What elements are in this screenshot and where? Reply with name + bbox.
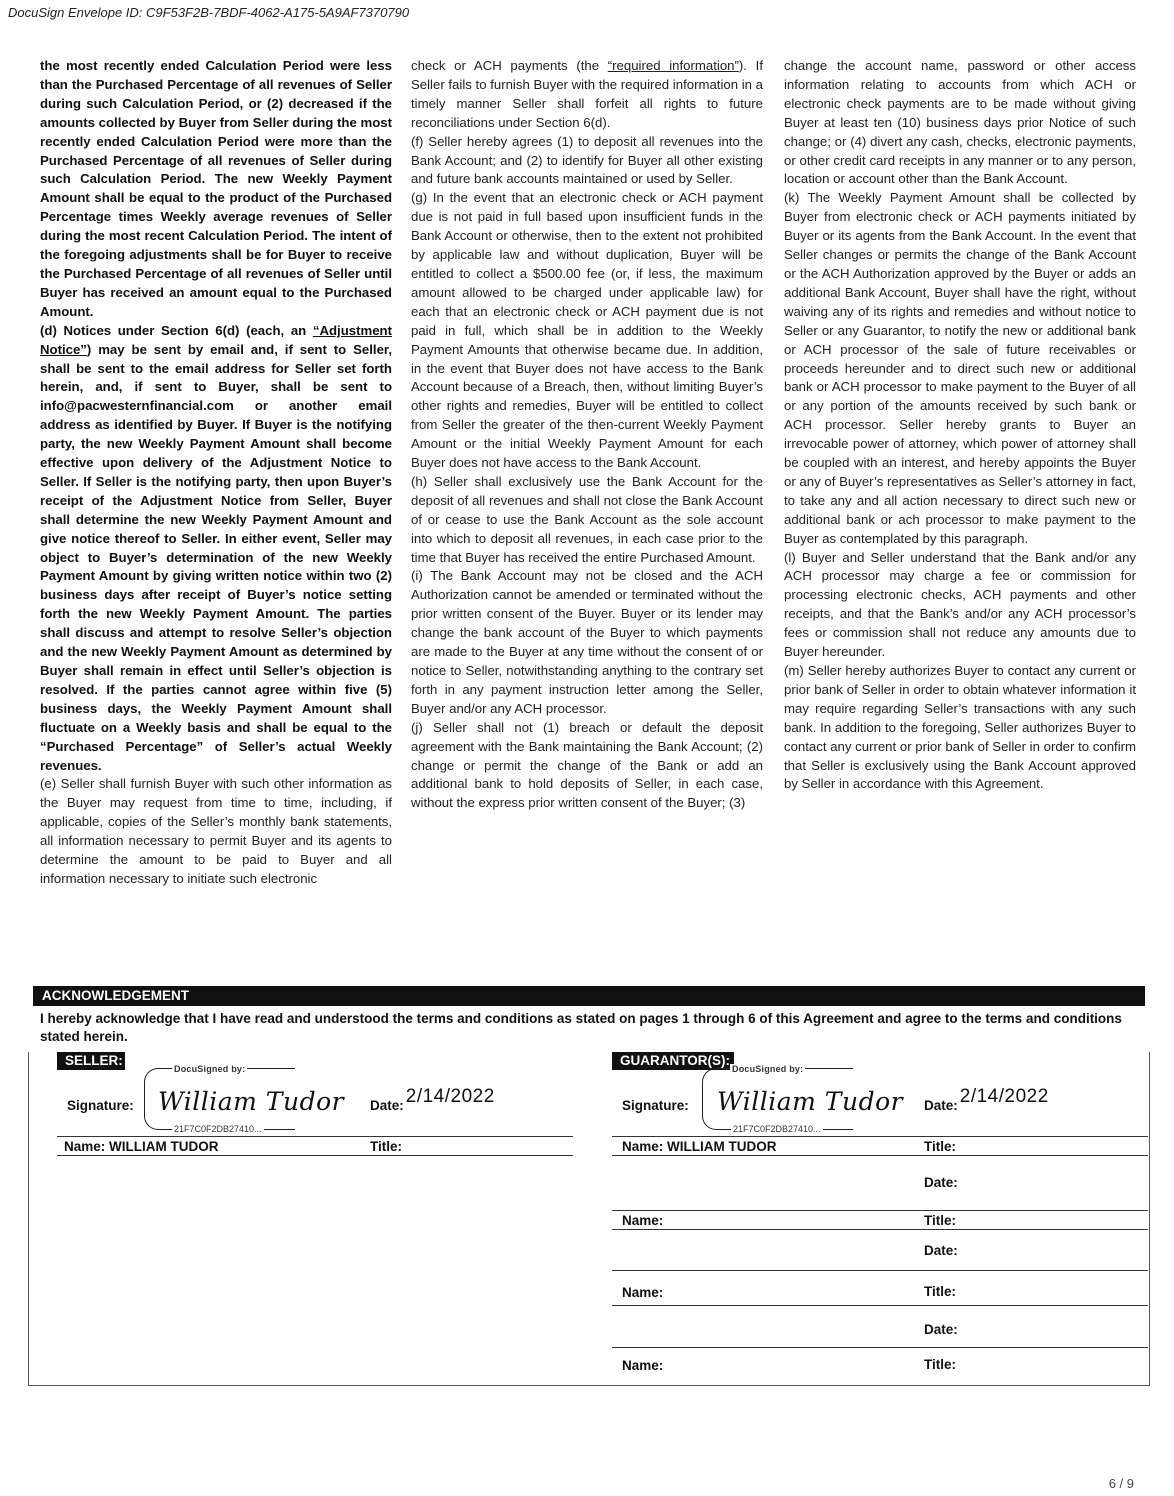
paragraph-l: (l) Buyer and Seller understand that the Bank and/or any ACH processor may charge a fee or commission for processing electronic checks, ACH payments and other receipts, and that the Bank’s and/or any ACH processor’s fees or commission shall not reduce any amounts due to Buyer hereunder. (784, 549, 1136, 660)
column-2 (411, 57, 763, 813)
adjustment-notice-term: “Adjustment Notice” (40, 322, 392, 357)
guarantor-signature-line (612, 1136, 1148, 1137)
guarantor-2-date-label: Date: (924, 1175, 958, 1190)
guarantor-name: Name: WILLIAM TUDOR (622, 1139, 777, 1154)
seller-name: Name: WILLIAM TUDOR (64, 1139, 219, 1154)
guarantor-name-line (612, 1155, 1148, 1156)
paragraph-i: (i) The Bank Account may not be closed and the ACH Authorization cannot be amended or terminated without the prior written consent of the Buyer. Buyer or its lender may change the bank account of the Buyer to which payments are made to the Buyer at any time without the consent of or notice to Seller, notwithstanding anything to the contrary set forth in any payment instruction letter among the Seller, Buyer and/or any ACH processor. (411, 568, 763, 716)
guarantor-date-label: Date: (924, 1098, 958, 1113)
guarantor-signature: William Tudor (717, 1087, 904, 1116)
guarantor-3-date-label: Date: (924, 1243, 958, 1258)
paragraph-m: (m) Seller hereby authorizes Buyer to contact any current or prior bank of Seller in order to obtain whatever information it may require regarding Seller’s transactions with any such bank. In addition to the foregoing, Seller authorizes Buyer to contact any current or prior bank of Seller in order to confirm that Seller is exclusively using the Bank Account approved by Seller in accordance with this Agreement. (784, 663, 1136, 792)
seller-date-field (370, 1086, 495, 1116)
guarantor-4-signature-line (612, 1347, 1148, 1348)
seller-heading: SELLER: (57, 1052, 125, 1070)
guarantor-2-name-label: Name: (622, 1213, 664, 1228)
guarantor-2-signature-line (612, 1210, 1148, 1211)
paragraph-e: (e) Seller shall furnish Buyer with such other information as the Buyer may request from time to time, including, if applicable, copies of the Seller’s monthly bank statements, all information necessary to permit Buyer and its agents to determine the amount to be paid to Buyer and all information necessary to initiate such electronic (40, 776, 392, 886)
paragraph-e-cont-rest: ). If Seller fails to furnish Buyer with the required information in a timely manner Seller shall forfeit all rights to future reconciliations under Section 6(d). (411, 58, 763, 130)
paragraph-j-continued: change the account name, password or other access information relating to accounts from which ACH or electronic check payments are to be made without giving Buyer at least ten (10) business days prior Notice of such change; or (4) divert any cash, checks, electronic payments, or other credit card receipts in any manner or to any person, location or account other than the Bank Account. (784, 58, 1136, 187)
paragraph-h: (h) Seller shall exclusively use the Bank Account for the deposit of all revenues and shall not close the Bank Account of or cease to use the Bank Account as the sole account into which to deposit all revenues, in each case prior to the time that Buyer has received the entire Purchased Amount. (411, 473, 763, 565)
guarantor-heading: GUARANTOR(S): (612, 1052, 734, 1070)
guarantor-4-title-label: Title: (924, 1357, 957, 1372)
guarantor-title-label: Title: (924, 1139, 957, 1154)
seller-signer-id: 21F7C0F2DB27410... (174, 1124, 262, 1134)
guarantor-3-name-label: Name: (622, 1285, 664, 1300)
guarantor-4-date-label: Date: (924, 1322, 958, 1337)
seller-date-value: 2/14/2022 (405, 1086, 495, 1107)
guarantor-date-value: 2/14/2022 (959, 1086, 1049, 1107)
paragraph-j: (j) Seller shall not (1) breach or default the deposit agreement with the Bank maintaining the Bank Account; (2) change or permit the change of the Bank or add an additional bank to hold deposits of Seller, in each case, without the express prior written consent of the Buyer; (3) (411, 719, 763, 811)
paragraph-c-continued: the most recently ended Calculation Period were less than the Purchased Percentage of all revenues of Seller during such Calculation Period, or (2) decreased if the amounts collected by Buyer from Seller during the most recently ended Calculation Period were more than the Purchased Percentage of all revenues of Seller during such Calculation Period. The new Weekly Payment Amount shall be equal to the product of the Purchased Percentage times Weekly average revenues of Seller during the most recent Calculation Period. The intent of the foregoing adjustments shall be for Buyer to receive the Purchased Percentage of all revenues of Seller until Buyer has received an amount equal to the Purchased Amount. (40, 58, 392, 319)
paragraph-f: (f) Seller hereby agrees (1) to deposit all revenues into the Bank Account; and (2) to identify for Buyer all other existing and future bank accounts maintained or used by Seller. (411, 133, 763, 187)
seller-signature: William Tudor (158, 1087, 345, 1116)
column-3 (784, 57, 1136, 794)
column-1 (40, 57, 392, 889)
acknowledgement-text: I hereby acknowledge that I have read and understood the terms and conditions as stated on pages 1 through 6 of this Agreement and agree to the terms and conditions stated herein. (40, 1011, 1122, 1044)
seller-title-label: Title: (370, 1139, 403, 1154)
paragraph-e-continued (411, 57, 763, 133)
paragraph-k: (k) The Weekly Payment Amount shall be collected by Buyer from electronic check or ACH payments initiated by Buyer or its agents from the Bank Account. In the event that Seller changes or permits the change of the Bank Account or the ACH Authorization approved by the Buyer or adds an additional Bank Account, Buyer shall have the right, without waiving any of its rights and remedies and without notice to Seller or any Guarantor, to notify the new or additional bank or ACH processor of the sale of future receivables or proceeds hereunder and to direct such new or additional bank or ACH processor to make payment to the Buyer of all or any portion of the amounts received by such bank or ACH processor. Seller hereby grants to Buyer an irrevocable power of attorney, which power of attorney shall be coupled with an interest, and hereby appoints the Buyer or any of Buyer’s representatives as Seller’s attorney in fact, to take any and all action necessary to direct such new or additional bank or ach processor to make payment to the Buyer as contemplated by this paragraph. (784, 190, 1136, 546)
paragraph-e-cont-start: check or ACH payments (the (411, 58, 608, 73)
seller-signature-label: Signature: (67, 1098, 134, 1113)
paragraph-d (40, 322, 392, 776)
seller-name-line (57, 1155, 573, 1156)
seller-signature-line (57, 1136, 573, 1137)
guarantor-3-signature-line (612, 1270, 1148, 1271)
paragraph-d-start: (d) Notices under Section 6(d) (each, an (40, 322, 313, 338)
guarantor-date-field (924, 1086, 1049, 1116)
acknowledgement-heading: ACKNOWLEDGEMENT (33, 986, 1145, 1006)
seller-docusigned-label: DocuSigned by: (174, 1064, 246, 1074)
guarantor-4-name-label: Name: (622, 1358, 664, 1373)
required-information-term: “required information” (607, 58, 739, 73)
guarantor-2-name-line (612, 1229, 1148, 1230)
guarantor-2-title-label: Title: (924, 1213, 957, 1228)
seller-date-label: Date: (370, 1098, 404, 1113)
guarantor-docusigned-label: DocuSigned by: (732, 1064, 804, 1074)
guarantor-signature-label: Signature: (622, 1098, 689, 1113)
page-number: 6 / 9 (1108, 1476, 1134, 1491)
guarantor-signer-id: 21F7C0F2DB27410... (733, 1124, 821, 1134)
guarantor-3-title-label: Title: (924, 1284, 957, 1299)
paragraph-g: (g) In the event that an electronic check or ACH payment due is not paid in full based upon insufficient funds in the Bank Account or otherwise, then to the extent not prohibited by applicable law and without duplication, Buyer will be entitled to collect a $500.00 fee (or, if less, the maximum amount allowed to be charged under applicable law) for each that an electronic check or ACH payment due is not paid in full, which shall be in addition to the Weekly Payment Amounts that otherwise became due. In addition, in the event that Buyer does not have access to the Bank Account because of a Breach, then, without limiting Buyer’s other rights and remedies, Buyer will be entitled to collect from Seller the greater of the then-current Weekly Payment Amount or the initial Weekly Payment Amount for each Buyer does not have access to the Bank Account. (411, 190, 763, 471)
guarantor-3-name-line (612, 1305, 1148, 1306)
paragraph-d-rest: ) may be sent by email and, if sent to Seller, shall be sent to the email address for Seller set forth herein, and, if sent to Buyer, shall be sent to info@pacwesternfinancial.com or another email address as identified by Buyer. If Buyer is the notifying party, the new Weekly Payment Amount shall become effective upon delivery of the Adjustment Notice to Seller. If Seller is the notifying party, then upon Buyer’s receipt of the Adjustment Notice from Seller, Buyer shall determine the new Weekly Payment Amount and give notice thereof to Seller. In either event, Seller may object to Buyer’s determination of the new Weekly Payment Amount by giving written notice within two (2) business days after receipt of Buyer’s notice setting forth the new Weekly Payment Amount. The parties shall discuss and attempt to resolve Seller’s objection and the new Weekly Payment Amount as determined by Buyer shall remain in effect until Seller’s objection is resolved. If the parties cannot agree within five (5) business days, the Weekly Payment Amount shall fluctuate on a Weekly basis and shall be equal to the “Purchased Percentage” of Seller’s actual Weekly revenues. (40, 341, 392, 773)
envelope-id: DocuSign Envelope ID: C9F53F2B-7BDF-4062-A175-5A9AF7370790 (8, 5, 410, 20)
